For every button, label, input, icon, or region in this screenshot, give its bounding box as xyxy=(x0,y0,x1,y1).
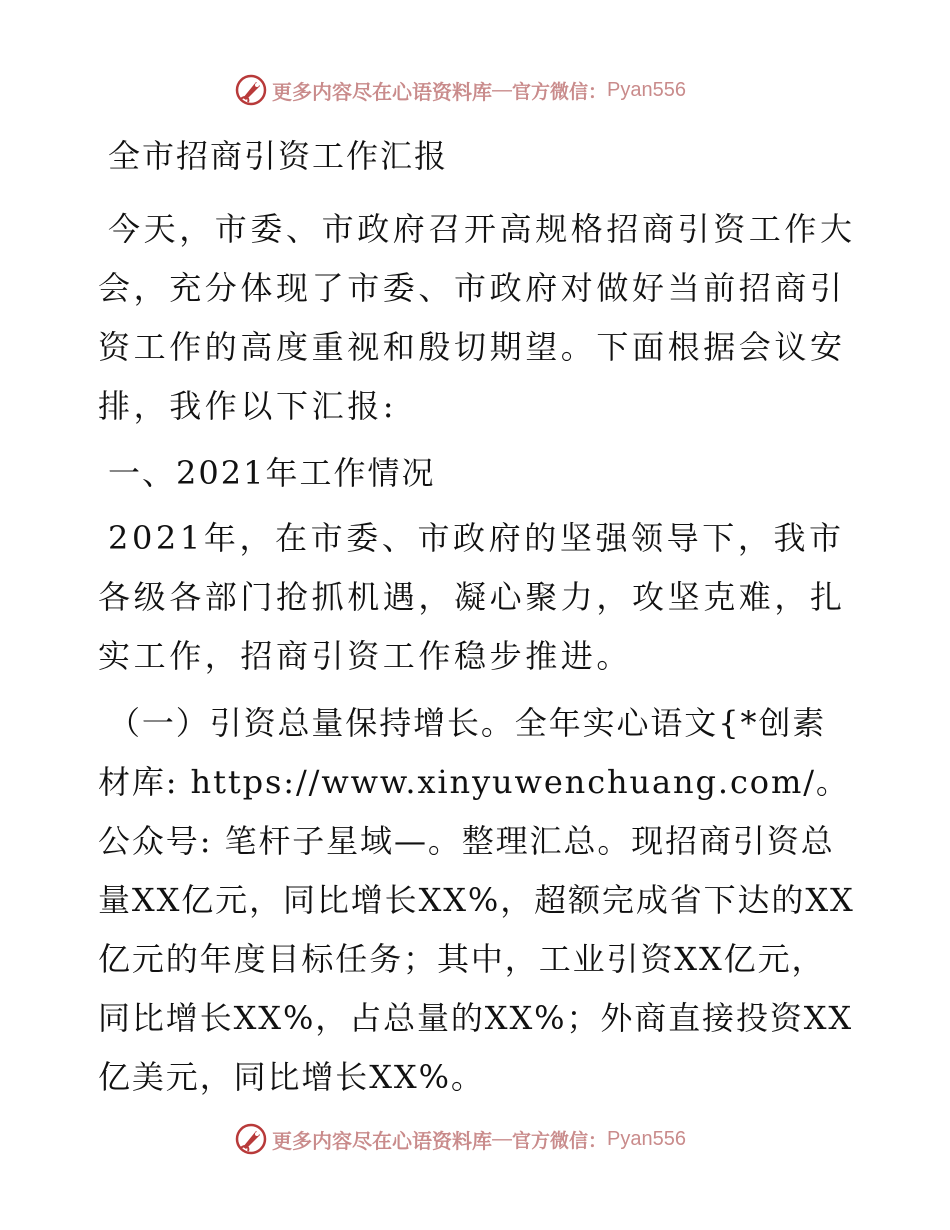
document-title: 全市招商引资工作汇报 xyxy=(108,137,449,175)
watermark-wechat-label: 官方微信： xyxy=(512,1130,608,1152)
watermark-text: 更多内容尽在心语资料库 xyxy=(272,1128,492,1153)
subsection-paragraph: （一）引资总量保持增长。全年实心语文{*创素材库: https://www.xinyuwenchuang.com/。公众号: 笔杆子星域—。整理汇总。现招商引资总量XX亿元，同比增长XX%，超额完成省下达的XX亿元的年度目标任务；其中，工业引资XX亿元，同比增长XX%，占总量的XX%；外商直接投资XX亿美元，同比增长XX%。 xyxy=(98,704,855,1096)
section-paragraph: 2021年，在市委、市政府的坚强领导下，我市各级各部门抢抓机遇，凝心聚力，攻坚克难，扎实工作，招商引资工作稳步推进。 xyxy=(98,519,846,675)
watermark-dash: — xyxy=(492,78,512,101)
watermark-banner-bottom xyxy=(234,1121,686,1157)
document-body xyxy=(98,116,858,1107)
watermark-wechat-id: Pyan556 xyxy=(607,78,686,101)
pen-nib-logo-icon xyxy=(234,1122,268,1156)
intro-paragraph: 今天，市委、市政府召开高规格招商引资工作大会，充分体现了市委、市政府对做好当前招商引资工作的高度重视和殷切期望。下面根据会议安排，我作以下汇报: xyxy=(98,210,856,425)
watermark-dash: — xyxy=(492,1127,512,1150)
watermark-wechat-id: Pyan556 xyxy=(607,1127,686,1150)
watermark-banner-top xyxy=(234,72,686,108)
pen-nib-logo-icon xyxy=(234,73,268,107)
watermark-text: 更多内容尽在心语资料库 xyxy=(272,79,492,104)
watermark-wechat-label: 官方微信： xyxy=(512,81,608,103)
section-heading: 一、2021年工作情况 xyxy=(108,454,436,492)
